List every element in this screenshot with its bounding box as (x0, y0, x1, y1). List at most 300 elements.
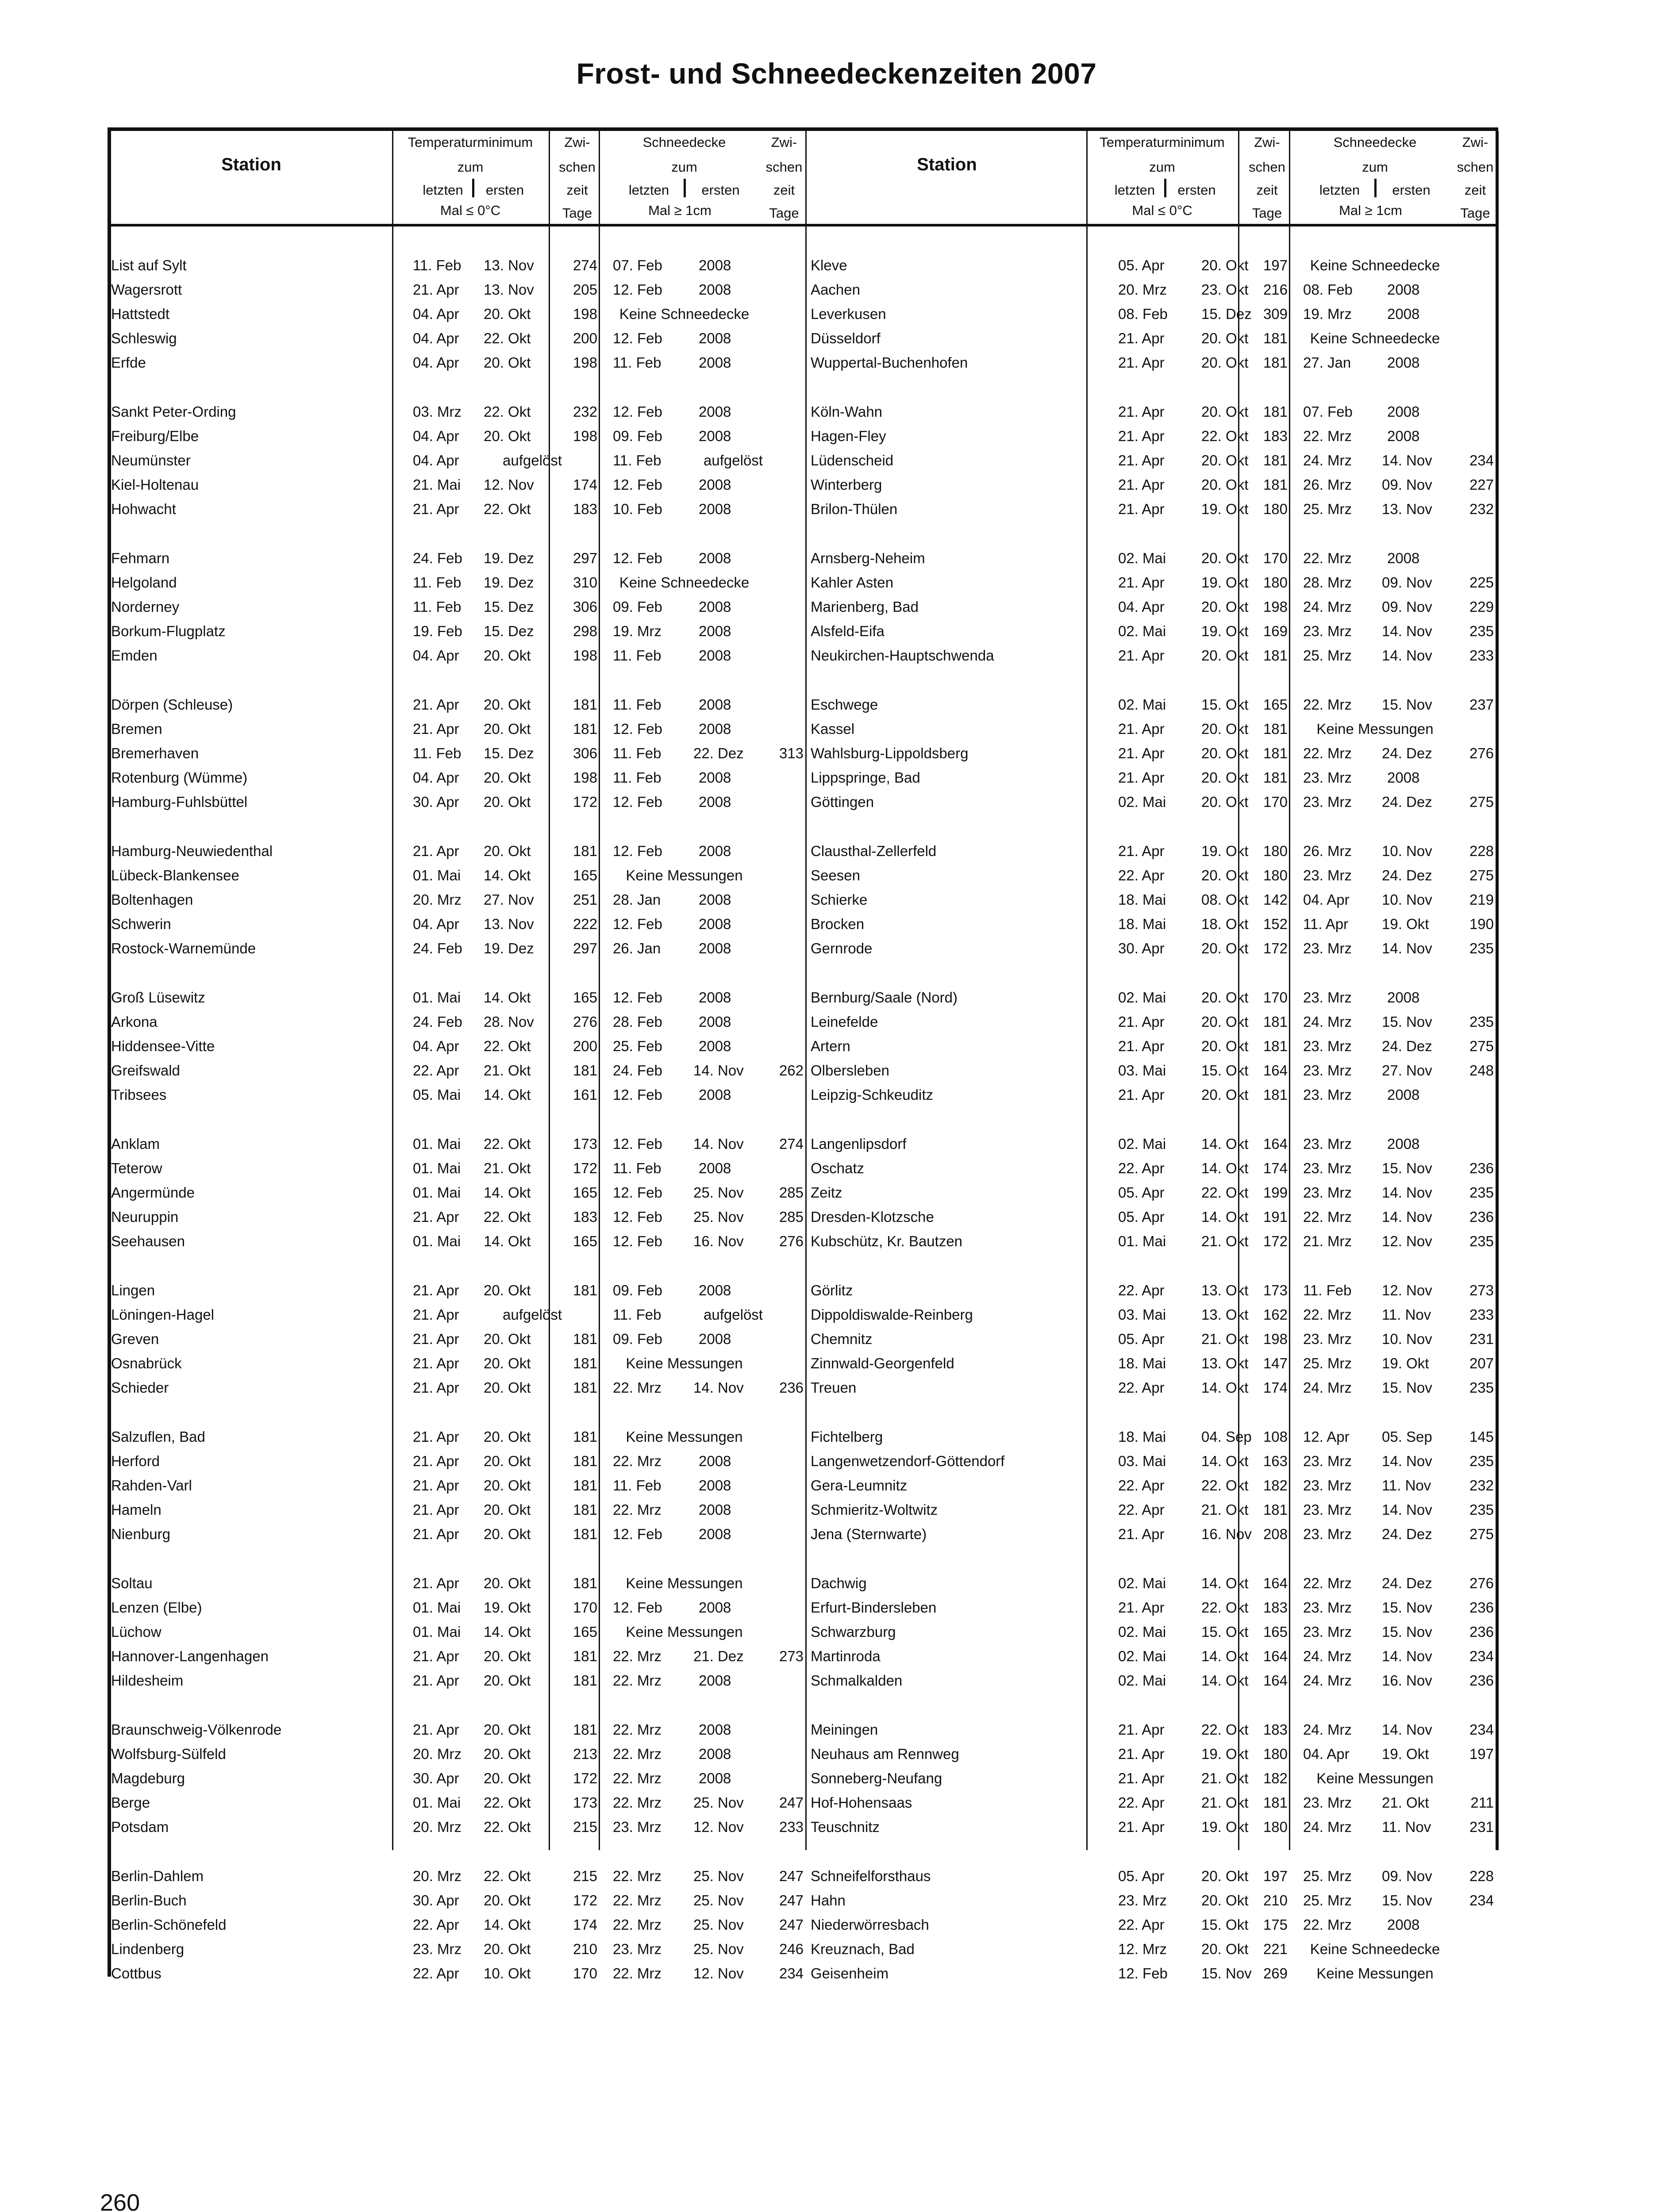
temp-first-date: 14. Okt (484, 1087, 531, 1103)
left-header-between-snow-2: zeit (773, 182, 795, 198)
right-header-between-snow-2: zeit (1464, 182, 1486, 198)
station-name: Erfurt-Bindersleben (811, 1599, 937, 1616)
temp-last-date: 22. Apr (1118, 1477, 1165, 1494)
snow-last-date: 23. Mrz (1303, 989, 1352, 1006)
snow-last-date: 22. Mrz (1303, 1209, 1352, 1225)
temp-between-days: 170 (1263, 794, 1288, 810)
temp-between-days: 152 (1263, 916, 1288, 932)
temp-between-days: 172 (1263, 1233, 1288, 1249)
snow-between-days: 235 (1469, 1379, 1494, 1396)
temp-first-date: 22. Okt (1201, 428, 1249, 444)
temp-between-days: 183 (1263, 1721, 1288, 1738)
snow-first-date: 15. Nov (1382, 1599, 1432, 1616)
snow-first-date: 25. Nov (693, 1794, 744, 1811)
temp-last-date: 21. Apr (1118, 1014, 1165, 1030)
temp-between-days: 181 (1263, 647, 1288, 664)
temp-last-date: 22. Apr (413, 1916, 459, 1933)
station-name: Chemnitz (811, 1331, 873, 1347)
temp-last-date: 21. Apr (413, 843, 459, 859)
snow-first-date: 14. Nov (693, 1062, 744, 1079)
temp-last-date: 21. Apr (413, 1526, 459, 1542)
snow-first-date: 2008 (699, 257, 731, 273)
snow-last-date: 22. Mrz (1303, 1575, 1352, 1591)
snow-between-days: 247 (779, 1868, 804, 1884)
right-header-snow-letzten: letzten (1319, 182, 1360, 198)
temp-last-date: 03. Mrz (413, 403, 462, 420)
temp-first-date: 19. Okt (484, 1599, 531, 1616)
temp-between-days: 181 (573, 1062, 597, 1079)
station-name: Berge (111, 1794, 150, 1811)
snow-first-date: 2008 (699, 1014, 731, 1030)
left-header-between-snow-0: Zwi- (771, 134, 797, 150)
temp-first-date: 20. Okt (1201, 1038, 1249, 1054)
snow-last-date: 23. Mrz (1303, 867, 1352, 883)
snow-last-date: 22. Mrz (613, 1916, 662, 1933)
temp-last-date: 08. Feb (1118, 306, 1168, 322)
column-rule (392, 131, 393, 1850)
snow-first-date: 25. Nov (693, 1916, 744, 1933)
snow-last-date: 25. Feb (613, 1038, 662, 1054)
snow-last-date: 22. Mrz (1303, 550, 1352, 566)
temp-first-date: 15. Dez (1201, 306, 1252, 322)
temp-between-days: 163 (1263, 1453, 1288, 1469)
station-name: Wolfsburg-Sülfeld (111, 1746, 226, 1762)
temp-first-date: 21. Okt (484, 1062, 531, 1079)
snow-last-date: 23. Mrz (1303, 1160, 1352, 1176)
snow-last-date: 22. Mrz (613, 1453, 662, 1469)
station-name: Salzuflen, Bad (111, 1429, 205, 1445)
temp-first-date: 20. Okt (484, 1892, 531, 1909)
temp-between-days: 181 (573, 696, 597, 713)
station-name: Sonneberg-Neufang (811, 1770, 942, 1786)
snow-between-days: 225 (1469, 574, 1494, 591)
temp-first-date: 20. Okt (1201, 1868, 1249, 1884)
station-name: Gera-Leumnitz (811, 1477, 908, 1494)
temp-first-date: 15. Okt (1201, 696, 1249, 713)
left-header-snow-letzten: letzten (628, 182, 669, 198)
station-name: Hamburg-Neuwiedenthal (111, 843, 273, 859)
snow-first-date: 14. Nov (1382, 623, 1432, 639)
temp-between-days: 232 (573, 403, 597, 420)
temp-last-date: 19. Feb (413, 623, 462, 639)
temp-first-date: 20. Okt (1201, 476, 1249, 493)
snow-note: Keine Schneedecke (1310, 1941, 1440, 1957)
temp-first-date: 20. Okt (484, 721, 531, 737)
snow-between-days: 236 (1469, 1599, 1494, 1616)
temp-last-date: 04. Apr (413, 306, 459, 322)
snow-first-date: 14. Nov (1382, 1209, 1432, 1225)
snow-last-date: 12. Apr (1303, 1429, 1350, 1445)
temp-between-days: 197 (1263, 1868, 1288, 1884)
temp-first-date: 04. Sep (1201, 1429, 1252, 1445)
snow-between-days: 235 (1469, 1014, 1494, 1030)
snow-last-date: 24. Mrz (1303, 1379, 1352, 1396)
temp-between-days: 164 (1263, 1648, 1288, 1664)
station-name: Neukirchen-Hauptschwenda (811, 647, 994, 664)
temp-last-date: 04. Apr (1118, 599, 1165, 615)
temp-between-days: 175 (1263, 1916, 1288, 1933)
temp-last-date: 18. Mai (1118, 1355, 1166, 1371)
snow-last-date: 24. Mrz (1303, 1819, 1352, 1835)
temp-last-date: 20. Mrz (1118, 281, 1167, 298)
station-name: Meiningen (811, 1721, 878, 1738)
temp-between-days: 200 (573, 330, 597, 346)
snow-first-date: 2008 (699, 1331, 731, 1347)
station-name: Groß Lüsewitz (111, 989, 205, 1006)
snow-last-date: 11. Feb (613, 452, 662, 469)
temp-first-date: 20. Okt (484, 1429, 531, 1445)
temp-first-date: 20. Okt (484, 647, 531, 664)
station-name: Dörpen (Schleuse) (111, 696, 233, 713)
snow-first-date: 12. Nov (1382, 1233, 1432, 1249)
snow-first-date: 12. Nov (693, 1965, 744, 1982)
snow-between-days: 275 (1469, 1526, 1494, 1542)
temp-between-days: 181 (573, 1721, 597, 1738)
temp-between-days: 222 (573, 916, 597, 932)
temp-last-date: 21. Apr (413, 721, 459, 737)
snow-between-days: 228 (1469, 843, 1494, 859)
station-name: Bernburg/Saale (Nord) (811, 989, 958, 1006)
temp-between-days: 191 (1263, 1209, 1288, 1225)
temp-last-date: 21. Mai (413, 476, 461, 493)
temp-first-date: 22. Okt (484, 1868, 531, 1884)
column-rule (1289, 131, 1290, 1850)
snow-first-date: 2008 (1387, 428, 1420, 444)
station-name: Arkona (111, 1014, 158, 1030)
temp-last-date: 21. Apr (1118, 1819, 1165, 1835)
snow-between-days: 233 (1469, 647, 1494, 664)
snow-between-days: 285 (779, 1184, 804, 1201)
temp-first-date: 19. Okt (1201, 574, 1249, 591)
snow-first-date: 14. Nov (693, 1379, 744, 1396)
temp-last-date: 22. Apr (413, 1062, 459, 1079)
snow-first-date: 14. Nov (1382, 1648, 1432, 1664)
temp-between-days: 180 (1263, 843, 1288, 859)
snow-first-date: 2008 (699, 916, 731, 932)
snow-between-days: 273 (1469, 1282, 1494, 1298)
temp-first-date: 20. Okt (1201, 403, 1249, 420)
snow-last-date: 24. Mrz (1303, 1721, 1352, 1738)
temp-last-date: 05. Apr (1118, 257, 1165, 273)
temp-last-date: 11. Feb (413, 745, 462, 761)
snow-first-date: 2008 (699, 891, 731, 908)
snow-first-date: 11. Nov (1382, 1306, 1431, 1323)
temp-last-date: 24. Feb (413, 1014, 462, 1030)
temp-first-date: 20. Okt (484, 769, 531, 786)
snow-last-date: 22. Mrz (613, 1721, 662, 1738)
temp-last-date: 30. Apr (413, 794, 459, 810)
snow-first-date: 2008 (699, 1477, 731, 1494)
temp-last-date: 30. Apr (413, 1892, 459, 1909)
station-name: Aachen (811, 281, 860, 298)
temp-last-date: 04. Apr (413, 1038, 459, 1054)
temp-last-date: 21. Apr (413, 1672, 459, 1689)
temp-between-days: 180 (1263, 1819, 1288, 1835)
snow-between-days: 236 (1469, 1624, 1494, 1640)
temp-last-date: 01. Mai (413, 1624, 461, 1640)
temp-between-days: 221 (1263, 1941, 1288, 1957)
temp-last-date: 21. Apr (1118, 1770, 1165, 1786)
right-header-temp-mal: Mal ≤ 0°C (1132, 203, 1192, 218)
temp-between-days: 198 (573, 306, 597, 322)
left-header-snow-mal: Mal ≥ 1cm (648, 203, 712, 218)
snow-last-date: 25. Mrz (1303, 1868, 1352, 1884)
station-name: Greifswald (111, 1062, 180, 1079)
temp-between-days: 164 (1263, 1672, 1288, 1689)
snow-first-date: 25. Nov (693, 1941, 744, 1957)
snow-first-date: 2008 (699, 1282, 731, 1298)
temp-first-date: 20. Okt (484, 843, 531, 859)
temp-first-date: 20. Okt (484, 1941, 531, 1957)
snow-last-date: 12. Feb (613, 989, 662, 1006)
station-name: Hildesheim (111, 1672, 184, 1689)
temp-last-date: 21. Apr (413, 1477, 459, 1494)
right-header-station: Station (917, 155, 977, 174)
snow-first-date: 14. Nov (1382, 940, 1432, 956)
temp-between-days: 215 (573, 1868, 597, 1884)
snow-first-date: 2008 (699, 940, 731, 956)
snow-last-date: 07. Feb (613, 257, 662, 273)
station-name: Wuppertal-Buchenhofen (811, 354, 968, 371)
temp-first-date: 21. Okt (484, 1160, 531, 1176)
temp-last-date: 11. Feb (413, 599, 462, 615)
temp-first-date: 20. Okt (1201, 721, 1249, 737)
station-name: Greven (111, 1331, 159, 1347)
snow-first-date: 2008 (699, 476, 731, 493)
temp-first-date: 20. Okt (484, 794, 531, 810)
temp-last-date: 05. Apr (1118, 1184, 1165, 1201)
snow-first-date: 2008 (699, 550, 731, 566)
temp-last-date: 11. Feb (413, 257, 462, 273)
snow-first-date: 2008 (1387, 989, 1420, 1006)
snow-first-date: 14. Nov (1382, 1184, 1432, 1201)
temp-first-date: 20. Okt (1201, 989, 1249, 1006)
snow-first-date: 2008 (699, 403, 731, 420)
left-header-temp-zum: zum (457, 159, 484, 175)
snow-between-days: 236 (1469, 1160, 1494, 1176)
station-name: Rostock-Warnemünde (111, 940, 256, 956)
snow-note: Keine Messungen (626, 1429, 743, 1445)
snow-last-date: 12. Feb (613, 1184, 662, 1201)
station-name: Olbersleben (811, 1062, 889, 1079)
temp-between-days: 181 (573, 1672, 597, 1689)
temp-first-date: aufgelöst (503, 452, 562, 469)
temp-last-date: 22. Apr (413, 1965, 459, 1982)
snow-last-date: 25. Mrz (1303, 647, 1352, 664)
snow-note: Keine Schneedecke (619, 574, 750, 591)
temp-first-date: 15. Okt (1201, 1062, 1249, 1079)
snow-first-date: 25. Nov (693, 1868, 744, 1884)
snow-first-date: 2008 (1387, 281, 1420, 298)
temp-first-date: 20. Okt (1201, 1087, 1249, 1103)
temp-first-date: 21. Okt (1201, 1770, 1249, 1786)
right-header-temp-divider (1164, 179, 1166, 197)
temp-between-days: 181 (1263, 1502, 1288, 1518)
snow-between-days: 232 (1469, 1477, 1494, 1494)
snow-last-date: 22. Mrz (613, 1965, 662, 1982)
station-name: Jena (Sternwarte) (811, 1526, 927, 1542)
temp-first-date: 14. Okt (1201, 1160, 1249, 1176)
snow-last-date: 22. Mrz (613, 1770, 662, 1786)
temp-first-date: 20. Okt (1201, 1014, 1249, 1030)
temp-last-date: 21. Apr (1118, 428, 1165, 444)
temp-between-days: 215 (573, 1819, 597, 1835)
temp-last-date: 23. Mrz (413, 1941, 462, 1957)
temp-between-days: 198 (573, 647, 597, 664)
temp-between-days: 183 (573, 501, 597, 517)
snow-between-days: 275 (1469, 867, 1494, 883)
left-header-temp-letzten: letzten (423, 182, 463, 198)
temp-first-date: 21. Okt (1201, 1502, 1249, 1518)
temp-first-date: 20. Okt (484, 1672, 531, 1689)
temp-last-date: 21. Apr (1118, 1087, 1165, 1103)
station-name: Treuen (811, 1379, 857, 1396)
snow-between-days: 276 (1469, 745, 1494, 761)
temp-between-days: 165 (573, 867, 597, 883)
temp-first-date: 14. Okt (1201, 1575, 1249, 1591)
page-number: 260 (100, 2189, 140, 2212)
temp-first-date: 08. Okt (1201, 891, 1249, 908)
snow-last-date: 24. Feb (613, 1062, 662, 1079)
snow-between-days: 246 (779, 1941, 804, 1957)
snow-between-days: 232 (1469, 501, 1494, 517)
snow-first-date: 2008 (1387, 354, 1420, 371)
temp-first-date: 22. Okt (484, 501, 531, 517)
snow-between-days: 211 (1470, 1794, 1494, 1811)
temp-first-date: 20. Okt (484, 1331, 531, 1347)
station-name: Schieder (111, 1379, 169, 1396)
column-rule (805, 131, 807, 1850)
snow-between-days: 248 (1469, 1062, 1494, 1079)
temp-first-date: 22. Okt (1201, 1477, 1249, 1494)
temp-last-date: 04. Apr (413, 452, 459, 469)
temp-between-days: 210 (573, 1941, 597, 1957)
temp-between-days: 180 (1263, 867, 1288, 883)
snow-first-date: 2008 (699, 1599, 731, 1616)
snow-first-date: 12. Nov (1382, 1282, 1432, 1298)
snow-first-date: 14. Nov (1382, 647, 1432, 664)
snow-note: Keine Messungen (626, 1355, 743, 1371)
temp-first-date: 14. Okt (484, 1233, 531, 1249)
temp-last-date: 21. Apr (1118, 721, 1165, 737)
temp-between-days: 298 (573, 623, 597, 639)
right-header-between-temp-1: schen (1249, 159, 1285, 175)
temp-first-date: 15. Dez (484, 745, 534, 761)
station-name: Brocken (811, 916, 865, 932)
temp-last-date: 02. Mai (1118, 1624, 1166, 1640)
temp-last-date: 21. Apr (1118, 403, 1165, 420)
station-name: Schwarzburg (811, 1624, 896, 1640)
temp-between-days: 180 (1263, 1746, 1288, 1762)
snow-first-date: 15. Nov (1382, 1160, 1432, 1176)
temp-between-days: 306 (573, 745, 597, 761)
snow-between-days: 234 (1469, 1721, 1494, 1738)
snow-between-days: 190 (1469, 916, 1494, 932)
station-name: Winterberg (811, 476, 882, 493)
temp-between-days: 170 (1263, 550, 1288, 566)
station-name: Marienberg, Bad (811, 599, 919, 615)
station-name: Leinefelde (811, 1014, 878, 1030)
snow-first-date: 09. Nov (1382, 476, 1432, 493)
temp-last-date: 01. Mai (413, 867, 461, 883)
temp-between-days: 142 (1263, 891, 1288, 908)
temp-last-date: 21. Apr (1118, 452, 1165, 469)
snow-last-date: 12. Feb (613, 281, 662, 298)
snow-last-date: 11. Feb (613, 745, 662, 761)
temp-first-date: 14. Okt (484, 1624, 531, 1640)
snow-last-date: 22. Mrz (1303, 745, 1352, 761)
temp-first-date: 15. Okt (1201, 1624, 1249, 1640)
temp-between-days: 208 (1263, 1526, 1288, 1542)
left-header-temp-title: Temperaturminimum (408, 134, 533, 150)
station-name: Kassel (811, 721, 855, 737)
temp-between-days: 183 (573, 1209, 597, 1225)
temp-first-date: 20. Okt (1201, 1892, 1249, 1909)
temp-between-days: 182 (1263, 1477, 1288, 1494)
snow-last-date: 23. Mrz (1303, 940, 1352, 956)
temp-between-days: 181 (573, 1355, 597, 1371)
left-header-temp-mal: Mal ≤ 0°C (440, 203, 501, 218)
temp-last-date: 24. Feb (413, 940, 462, 956)
station-name: Gernrode (811, 940, 873, 956)
snow-last-date: 23. Mrz (1303, 1453, 1352, 1469)
station-name: Neumünster (111, 452, 191, 469)
snow-last-date: 11. Feb (613, 769, 662, 786)
temp-last-date: 01. Mai (413, 1233, 461, 1249)
station-name: Lüdenscheid (811, 452, 894, 469)
temp-last-date: 22. Apr (1118, 1794, 1165, 1811)
temp-between-days: 165 (573, 1624, 597, 1640)
temp-first-date: 14. Okt (484, 867, 531, 883)
temp-last-date: 21. Apr (1118, 1038, 1165, 1054)
temp-first-date: 13. Okt (1201, 1306, 1249, 1323)
temp-last-date: 01. Mai (413, 989, 461, 1006)
temp-between-days: 174 (1263, 1160, 1288, 1176)
temp-between-days: 172 (573, 1160, 597, 1176)
station-name: Borkum-Flugplatz (111, 623, 226, 639)
temp-first-date: 20. Okt (484, 428, 531, 444)
snow-last-date: 22. Mrz (613, 1648, 662, 1664)
left-header-between-temp-0: Zwi- (564, 134, 590, 150)
temp-first-date: 14. Okt (1201, 1379, 1249, 1396)
station-name: Dresden-Klotzsche (811, 1209, 934, 1225)
station-name: Magdeburg (111, 1770, 185, 1786)
temp-first-date: 19. Okt (1201, 1819, 1249, 1835)
temp-first-date: 21. Okt (1201, 1233, 1249, 1249)
temp-between-days: 216 (1263, 281, 1288, 298)
snow-last-date: 12. Feb (613, 1209, 662, 1225)
temp-last-date: 05. Mai (413, 1087, 461, 1103)
temp-between-days: 181 (1263, 330, 1288, 346)
snow-between-days: 236 (1469, 1209, 1494, 1225)
snow-last-date: 25. Mrz (1303, 1892, 1352, 1909)
station-name: Kiel-Holtenau (111, 476, 199, 493)
station-name: Geisenheim (811, 1965, 889, 1982)
right-header-snow-ersten: ersten (1392, 182, 1431, 198)
snow-first-date: 24. Dez (1382, 1526, 1432, 1542)
snow-between-days: 273 (779, 1648, 804, 1664)
station-name: Herford (111, 1453, 160, 1469)
temp-last-date: 11. Feb (413, 574, 462, 591)
temp-between-days: 165 (573, 1184, 597, 1201)
left-header-between-temp-2: zeit (566, 182, 588, 198)
temp-first-date: 20. Okt (484, 1502, 531, 1518)
temp-first-date: 20. Okt (484, 1770, 531, 1786)
temp-between-days: 183 (1263, 1599, 1288, 1616)
station-name: Leipzig-Schkeuditz (811, 1087, 933, 1103)
temp-last-date: 02. Mai (1118, 989, 1166, 1006)
temp-last-date: 20. Mrz (413, 1819, 462, 1835)
